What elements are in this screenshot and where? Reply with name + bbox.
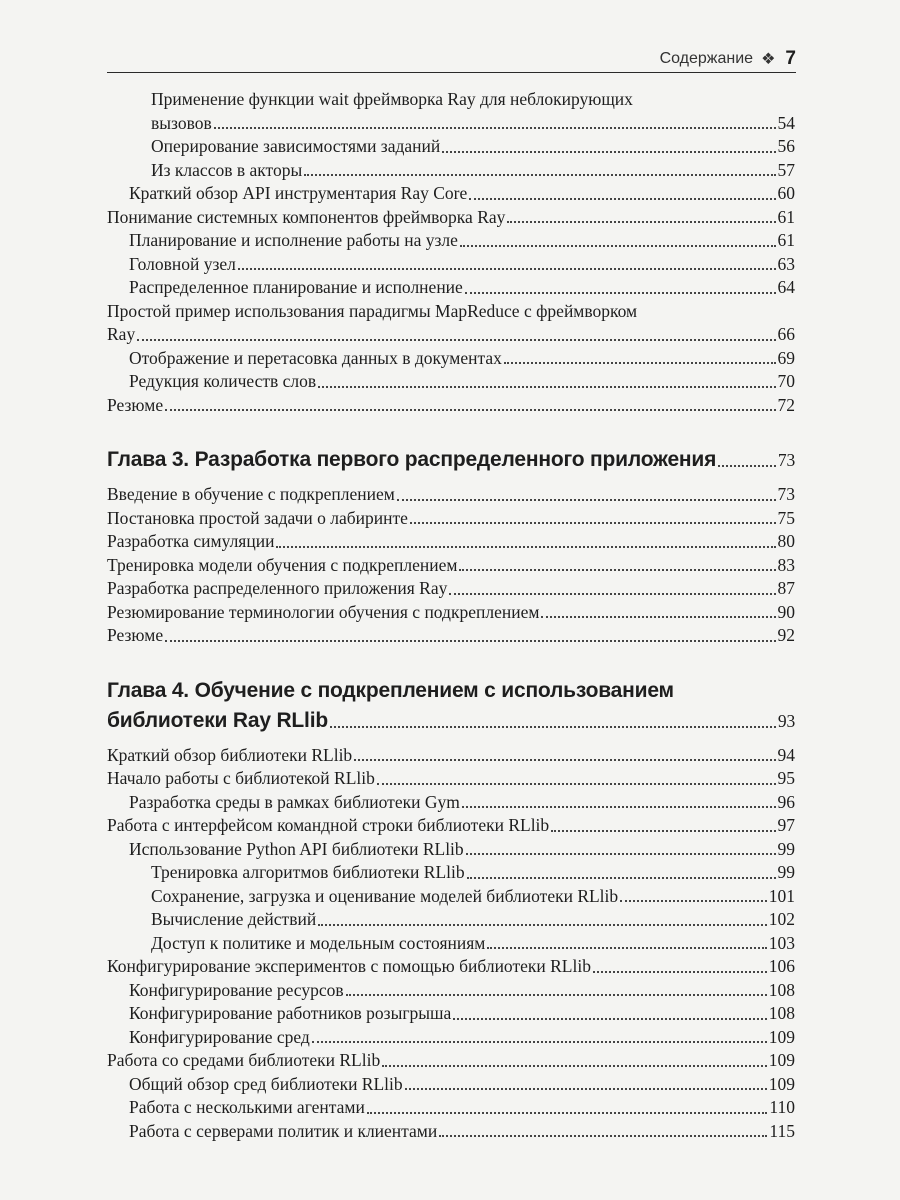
chapter-page: 93 — [777, 710, 795, 731]
entry-page: 110 — [769, 1097, 795, 1117]
chapter-title: Глава 3. Разработка первого распределенного приложения — [107, 448, 717, 471]
entry-title: Тренировка модели обучения с подкреплением — [107, 554, 458, 575]
leader-dots — [620, 900, 767, 902]
entry-title: Работа с интерфейсом командной строки библиотеки RLlib — [107, 815, 550, 835]
leader-dots — [459, 569, 775, 571]
leader-dots — [593, 971, 767, 973]
entry-page: 61 — [777, 206, 795, 227]
toc-entry — [107, 483, 795, 507]
entry-page: 108 — [768, 1003, 795, 1023]
entry-page: 73 — [777, 484, 795, 504]
entry-title: Разработка симуляции — [107, 531, 275, 551]
entry-page: 54 — [777, 112, 795, 133]
entry-title: Резюме — [107, 394, 164, 415]
entry-title: Доступ к политике и модельным состояниям — [151, 932, 486, 953]
toc-entry — [107, 577, 795, 601]
entry-title: Краткий обзор API инструментария Ray Core — [129, 183, 468, 203]
leader-dots — [449, 593, 775, 595]
entry-page: 109 — [768, 1026, 795, 1047]
leader-dots — [318, 924, 767, 926]
toc-entry — [107, 932, 795, 956]
entry-page: 80 — [777, 531, 795, 551]
header-title: Содержание — [659, 50, 754, 67]
toc-section-continued — [107, 88, 795, 417]
toc-entry — [107, 1026, 795, 1050]
leader-dots — [367, 1112, 768, 1114]
toc-entry — [107, 955, 795, 979]
entry-page: 97 — [777, 815, 795, 835]
leader-dots — [410, 522, 776, 524]
toc-entry — [107, 530, 795, 554]
entry-page: 103 — [768, 932, 795, 953]
leader-dots — [462, 806, 776, 808]
leader-dots — [507, 221, 775, 223]
entry-page: 102 — [768, 909, 795, 929]
toc-entry — [107, 88, 795, 112]
toc-entry — [107, 1002, 795, 1026]
leader-dots — [238, 268, 776, 270]
entry-title: Редукция количеств слов — [129, 371, 317, 391]
leader-dots — [354, 759, 775, 761]
entry-page: 94 — [777, 744, 795, 765]
toc-entry — [107, 1096, 795, 1120]
entry-title: Из классов в акторы — [151, 159, 303, 180]
toc-entry — [107, 276, 795, 300]
chapter-page: 73 — [777, 450, 795, 470]
entry-title: Конфигурирование ресурсов — [129, 979, 344, 1000]
toc-entry — [107, 767, 795, 791]
entry-title: Оперирование зависимостями заданий — [151, 136, 441, 156]
running-header — [107, 46, 796, 73]
entry-title: Работа с несколькими агентами — [129, 1097, 365, 1117]
toc-entry — [107, 979, 795, 1003]
entry-title: Разработка распределенного приложения Ray — [107, 578, 448, 598]
ornament-icon: ❖ — [761, 51, 776, 68]
toc-entry — [107, 206, 795, 230]
entry-page: 61 — [777, 230, 795, 250]
entry-page: 115 — [769, 1120, 795, 1141]
entry-title: Вычисление действий — [151, 909, 317, 929]
entry-title: Конфигурирование экспериментов с помощью библиотеки RLlib — [107, 956, 591, 976]
toc-entry — [107, 182, 795, 206]
entry-title: Резюмирование терминологии обучения с подкреплением — [107, 601, 540, 622]
toc-entry — [107, 706, 795, 736]
leader-dots — [165, 640, 775, 642]
entry-page: 66 — [777, 324, 795, 344]
leader-dots — [397, 499, 776, 501]
toc-entry — [107, 1073, 795, 1097]
entry-title-continuation: вызовов — [151, 112, 212, 133]
leader-dots — [377, 783, 776, 785]
chapter-3-heading — [107, 445, 795, 475]
toc-entry — [107, 347, 795, 371]
toc-entry — [107, 1049, 795, 1073]
toc-entry — [107, 112, 795, 136]
toc-entry — [107, 676, 795, 706]
toc-entry — [107, 861, 795, 885]
entry-page: 69 — [777, 347, 795, 368]
entry-title: Тренировка алгоритмов библиотеки RLlib — [151, 862, 465, 882]
entry-page: 63 — [777, 253, 795, 274]
toc-entry — [107, 624, 795, 648]
entry-title: Резюме — [107, 625, 164, 645]
entry-title: Постановка простой задачи о лабиринте — [107, 507, 408, 528]
entry-page: 99 — [777, 862, 795, 882]
entry-title: Начало работы с библиотекой RLlib — [107, 768, 375, 788]
entry-title: Общий обзор сред библиотеки RLlib — [129, 1073, 403, 1094]
entry-title: Введение в обучение с подкреплением — [107, 484, 395, 504]
leader-dots — [304, 174, 775, 176]
toc-entry — [107, 135, 795, 159]
leader-dots — [276, 546, 775, 548]
leader-dots — [318, 386, 775, 388]
toc-entry — [107, 1120, 795, 1144]
toc-entry — [107, 885, 795, 909]
entry-page: 64 — [777, 277, 795, 297]
leader-dots — [487, 947, 766, 949]
leader-dots — [460, 245, 776, 247]
entry-page: 109 — [768, 1073, 795, 1094]
leader-dots — [467, 877, 776, 879]
entry-title: Конфигурирование работников розыгрыша — [129, 1003, 452, 1023]
entry-page: 95 — [777, 768, 795, 788]
entry-title: Разработка среды в рамках библиотеки Gym — [129, 791, 460, 812]
toc-entry — [107, 814, 795, 838]
entry-title: Работа со средами библиотеки RLlib — [107, 1050, 381, 1070]
leader-dots — [466, 853, 776, 855]
chapter-3-entries — [107, 483, 795, 648]
page-number: 7 — [785, 48, 796, 69]
toc-entry — [107, 300, 795, 324]
entry-title: Работа с серверами политик и клиентами — [129, 1120, 438, 1141]
toc-entry — [107, 159, 795, 183]
entry-page: 96 — [777, 791, 795, 812]
leader-dots — [137, 339, 775, 341]
entry-title: Отображение и перетасовка данных в документах — [129, 347, 502, 368]
toc-entry — [107, 445, 795, 475]
entry-title: Простой пример использования парадигмы MapReduce с фреймворком — [107, 300, 638, 321]
leader-dots — [214, 127, 776, 129]
entry-title: Сохранение, загрузка и оценивание моделей библиотеки RLlib — [151, 885, 619, 906]
table-of-contents — [107, 88, 795, 1143]
leader-dots — [442, 151, 775, 153]
entry-title: Конфигурирование сред — [129, 1026, 310, 1047]
leader-dots — [718, 465, 776, 467]
toc-entry — [107, 838, 795, 862]
toc-entry — [107, 554, 795, 578]
entry-page: 108 — [768, 979, 795, 1000]
toc-entry — [107, 744, 795, 768]
toc-entry — [107, 323, 795, 347]
entry-page: 92 — [777, 625, 795, 645]
entry-page: 87 — [777, 578, 795, 598]
leader-dots — [469, 198, 775, 200]
entry-page: 57 — [777, 159, 795, 180]
entry-title: Использование Python API библиотеки RLlib — [129, 838, 464, 859]
leader-dots — [405, 1088, 767, 1090]
toc-entry — [107, 394, 795, 418]
leader-dots — [453, 1018, 766, 1020]
entry-title: Головной узел — [129, 253, 236, 274]
toc-entry — [107, 370, 795, 394]
leader-dots — [382, 1065, 767, 1067]
entry-page: 75 — [777, 507, 795, 528]
chapter-title-line1: Глава 4. Обучение с подкреплением с использованием — [107, 678, 674, 702]
leader-dots — [346, 994, 767, 996]
entry-page: 106 — [768, 956, 795, 976]
chapter-4-entries — [107, 744, 795, 1144]
entry-title: Распределенное планирование и исполнение — [129, 277, 463, 297]
entry-title: Планирование и исполнение работы на узле — [129, 230, 458, 250]
entry-page: 56 — [777, 136, 795, 156]
entry-page: 60 — [777, 183, 795, 203]
toc-entry — [107, 507, 795, 531]
toc-entry — [107, 601, 795, 625]
toc-entry — [107, 253, 795, 277]
leader-dots — [465, 292, 776, 294]
entry-page: 70 — [777, 371, 795, 391]
entry-page: 109 — [768, 1050, 795, 1070]
toc-entry — [107, 791, 795, 815]
entry-page: 90 — [777, 601, 795, 622]
entry-title-continuation: Ray — [107, 324, 136, 344]
leader-dots — [312, 1041, 767, 1043]
entry-page: 83 — [777, 554, 795, 575]
entry-page: 99 — [777, 838, 795, 859]
leader-dots — [541, 616, 775, 618]
entry-title: Понимание системных компонентов фреймворка Ray — [107, 206, 506, 227]
chapter-4-heading — [107, 676, 795, 736]
toc-entry — [107, 229, 795, 253]
entry-page: 72 — [777, 394, 795, 415]
entry-title: Применение функции wait фреймворка Ray для неблокирующих — [151, 89, 633, 109]
chapter-title-line2: библиотеки Ray RLlib — [107, 708, 328, 732]
leader-dots — [551, 830, 775, 832]
leader-dots — [330, 726, 776, 728]
leader-dots — [165, 409, 775, 411]
leader-dots — [504, 362, 776, 364]
entry-title: Краткий обзор библиотеки RLlib — [107, 744, 353, 765]
leader-dots — [439, 1135, 767, 1137]
toc-entry — [107, 908, 795, 932]
entry-page: 101 — [768, 885, 795, 906]
